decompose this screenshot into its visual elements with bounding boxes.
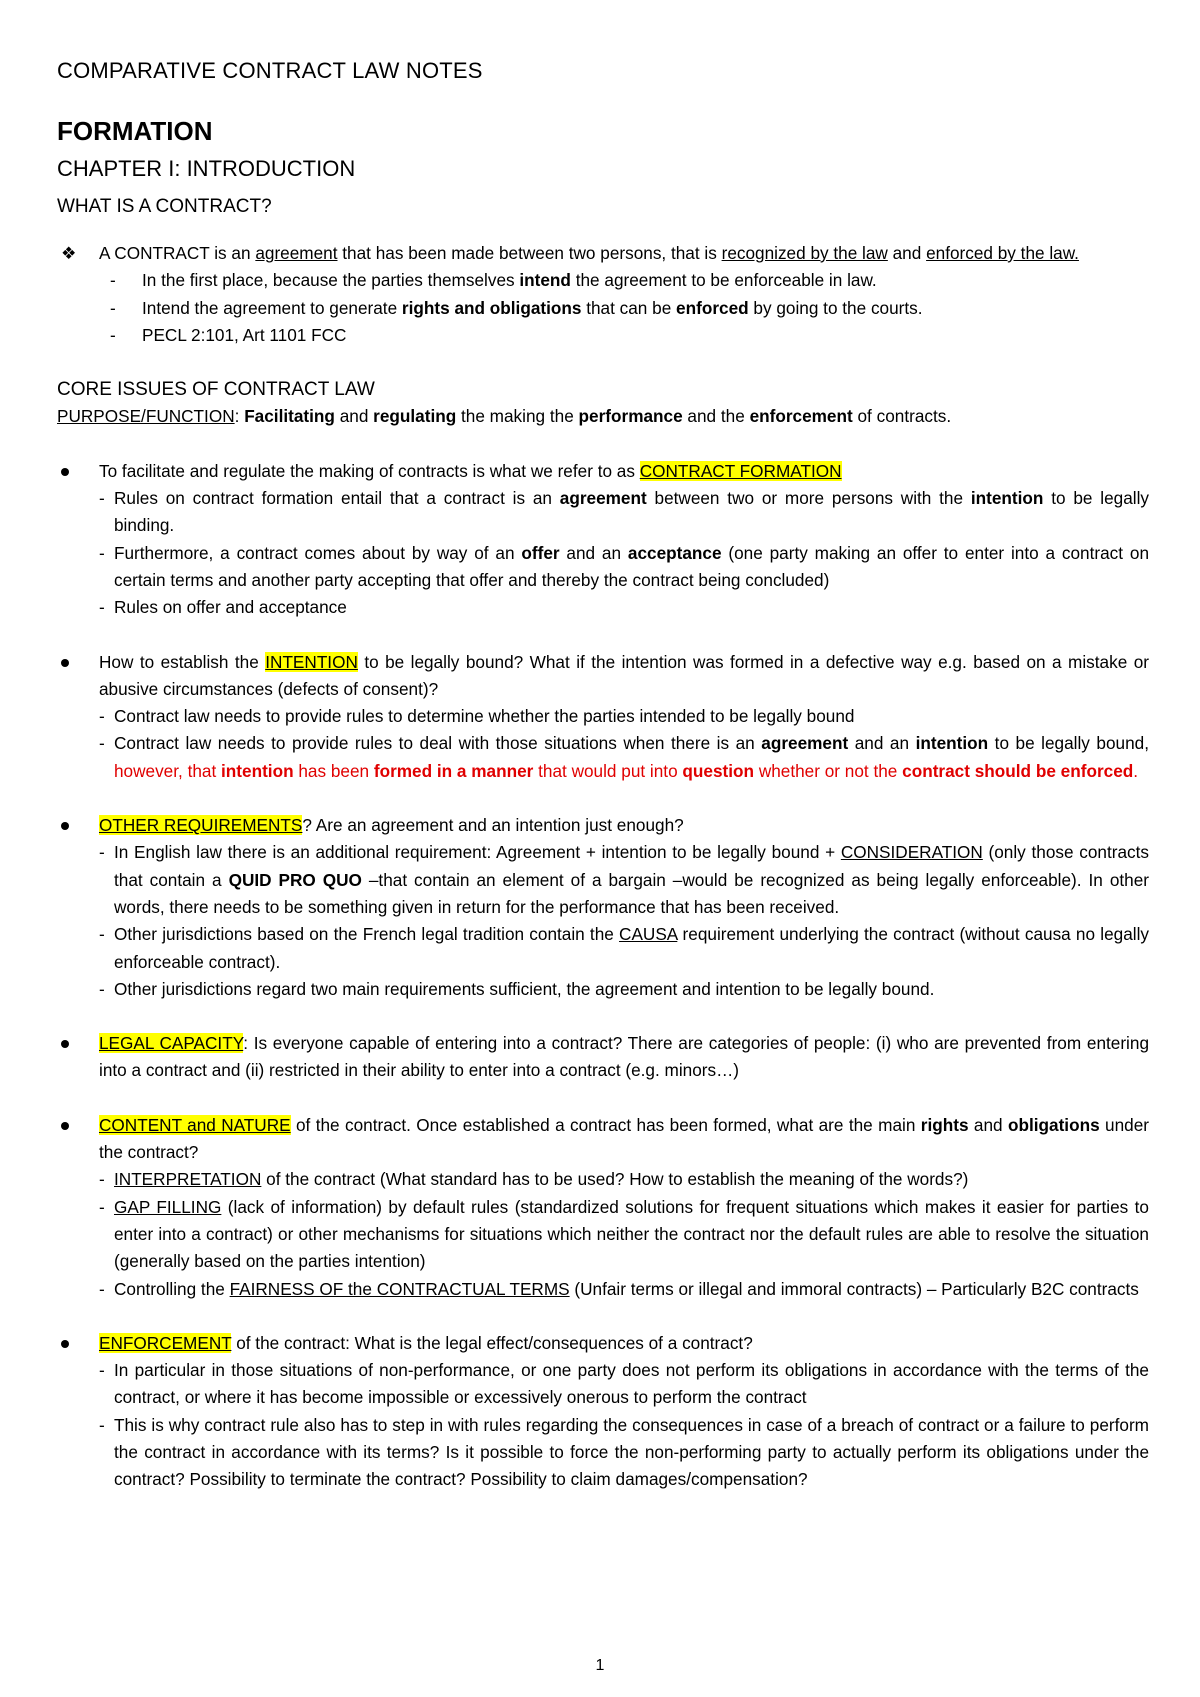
dash-bullet: - <box>110 297 116 318</box>
what-is-heading: WHAT IS A CONTRACT? <box>57 196 272 217</box>
diamond-bullet-icon: ❖ <box>61 243 77 263</box>
dash-bullet: - <box>99 706 105 727</box>
dash-bullet: - <box>99 924 105 945</box>
dash-bullet: - <box>99 1414 105 1435</box>
content-sub-item: - Controlling the FAIRNESS OF the CONTRACTUAL TERMS (Unfair terms or illegal and immoral contracts) – Particularly B2C contracts <box>57 1276 1149 1303</box>
document-title: COMPARATIVE CONTRACT LAW NOTES <box>57 58 483 83</box>
bullet-dot-icon <box>61 659 69 667</box>
enforcement-sub-item: - In particular in those situations of non-performance, or one party does not perform its obligations in accordance with the terms of the contract, or where it has become impossible or excessively onerous to perform the contract <box>57 1357 1149 1412</box>
definition-sub-item: - PECL 2:101, Art 1101 FCC <box>57 322 1149 349</box>
section-title: FORMATION <box>57 116 213 146</box>
bullet-dot-icon <box>61 1122 69 1130</box>
list-item-legal-capacity: LEGAL CAPACITY: Is everyone capable of entering into a contract? There are categories of people: (i) who are prevented from entering into a contract and (ii) restricted in their ability to enter into a contract (e.g. minors…) <box>57 1030 1149 1085</box>
list-item-enforcement: ENFORCEMENT of the contract: What is the legal effect/consequences of a contract? <box>57 1330 1149 1357</box>
notes-body <box>57 240 1149 1494</box>
dash-bullet: - <box>99 978 105 999</box>
content-sub-item: - GAP FILLING (lack of information) by default rules (standardized solutions for frequent situations which makes it easier for parties to enter into a contract) or other mechanisms for situations which neither the contract nor the default rules are able to resolve the situation (generally based on the parties intention) <box>57 1194 1149 1276</box>
bullet-dot-icon <box>61 822 69 830</box>
bullet-dot-icon <box>61 468 69 476</box>
bullet-dot-icon <box>61 1040 69 1048</box>
page-number: 1 <box>595 1657 605 1674</box>
list-item-contract-formation: To facilitate and regulate the making of contracts is what we refer to as CONTRACT FORMATION <box>57 458 1149 485</box>
intention-sub-item: - Contract law needs to provide rules to determine whether the parties intended to be legally bound <box>57 703 1149 730</box>
enforcement-sub-item: - This is why contract rule also has to step in with rules regarding the consequences in case of a breach of contract or a failure to perform the contract in accordance with its terms? Is it possible to force the non-performing party to actually perform its obligations under the contract? Possibility to terminate the contract? Possibility to claim damages/compensation? <box>57 1412 1149 1494</box>
content-sub-item: - INTERPRETATION of the contract (What standard has to be used? How to establish the meaning of the words?) <box>57 1166 1149 1193</box>
dash-bullet: - <box>99 1196 105 1217</box>
dash-bullet: - <box>99 1169 105 1190</box>
dash-bullet: - <box>99 733 105 754</box>
definition-sub-item: - In the first place, because the parties themselves intend the agreement to be enforceable in law. <box>57 267 1149 294</box>
other-sub-item: - In English law there is an additional requirement: Agreement + intention to be legally bound + CONSIDERATION (only those contracts that contain a QUID PRO QUO –that contain an element of a bargain –would be recognized as being legally enforceable). In other words, there needs to be something given in return for the performance that has been received. <box>57 839 1149 921</box>
dash-bullet: - <box>99 542 105 563</box>
contract-definition: ❖ A CONTRACT is an agreement that has been made between two persons, that is recognized by the law and enforced by the law. <box>57 240 1149 267</box>
other-sub-item: - Other jurisdictions based on the French legal tradition contain the CAUSA requirement underlying the contract (without causa no legally enforceable contract). <box>57 921 1149 976</box>
bullet-dot-icon <box>61 1340 69 1348</box>
chapter-title: CHAPTER I: INTRODUCTION <box>57 156 356 181</box>
definition-sub-item: - Intend the agreement to generate rights and obligations that can be enforced by going to the courts. <box>57 295 1149 322</box>
dash-bullet: - <box>99 842 105 863</box>
formation-sub-item: - Rules on contract formation entail that a contract is an agreement between two or more persons with the intention to be legally binding. <box>57 485 1149 540</box>
core-issues-heading: CORE ISSUES OF CONTRACT LAW <box>57 379 375 401</box>
formation-sub-item: - Furthermore, a contract comes about by way of an offer and an acceptance (one party making an offer to enter into a contract on certain terms and another party accepting that offer and thereby the contract being concluded) <box>57 540 1149 595</box>
dash-bullet: - <box>99 1278 105 1299</box>
purpose-line: PURPOSE/FUNCTION: Facilitating and regulating the making the performance and the enforcement of contracts. <box>57 406 952 427</box>
dash-bullet: - <box>99 597 105 618</box>
list-item-content-nature: CONTENT and NATURE of the contract. Once established a contract has been formed, what are the main rights and obligations under the contract? <box>57 1112 1149 1167</box>
other-sub-item: - Other jurisdictions regard two main requirements sufficient, the agreement and intention to be legally bound. <box>57 976 1149 1003</box>
list-item-intention: How to establish the INTENTION to be legally bound? What if the intention was formed in a defective way e.g. based on a mistake or abusive circumstances (defects of consent)? <box>57 649 1149 704</box>
formation-sub-item: - Rules on offer and acceptance <box>57 594 1149 621</box>
dash-bullet: - <box>110 270 116 291</box>
list-item-other-requirements: OTHER REQUIREMENTS? Are an agreement and an intention just enough? <box>57 812 1149 839</box>
dash-bullet: - <box>99 1360 105 1381</box>
dash-bullet: - <box>110 324 116 345</box>
dash-bullet: - <box>99 488 105 509</box>
intention-sub-item: - Contract law needs to provide rules to deal with those situations when there is an agreement and an intention to be legally bound, however, that intention has been formed in a manner that would put into question whether or not the contract should be enforced. <box>57 730 1149 785</box>
